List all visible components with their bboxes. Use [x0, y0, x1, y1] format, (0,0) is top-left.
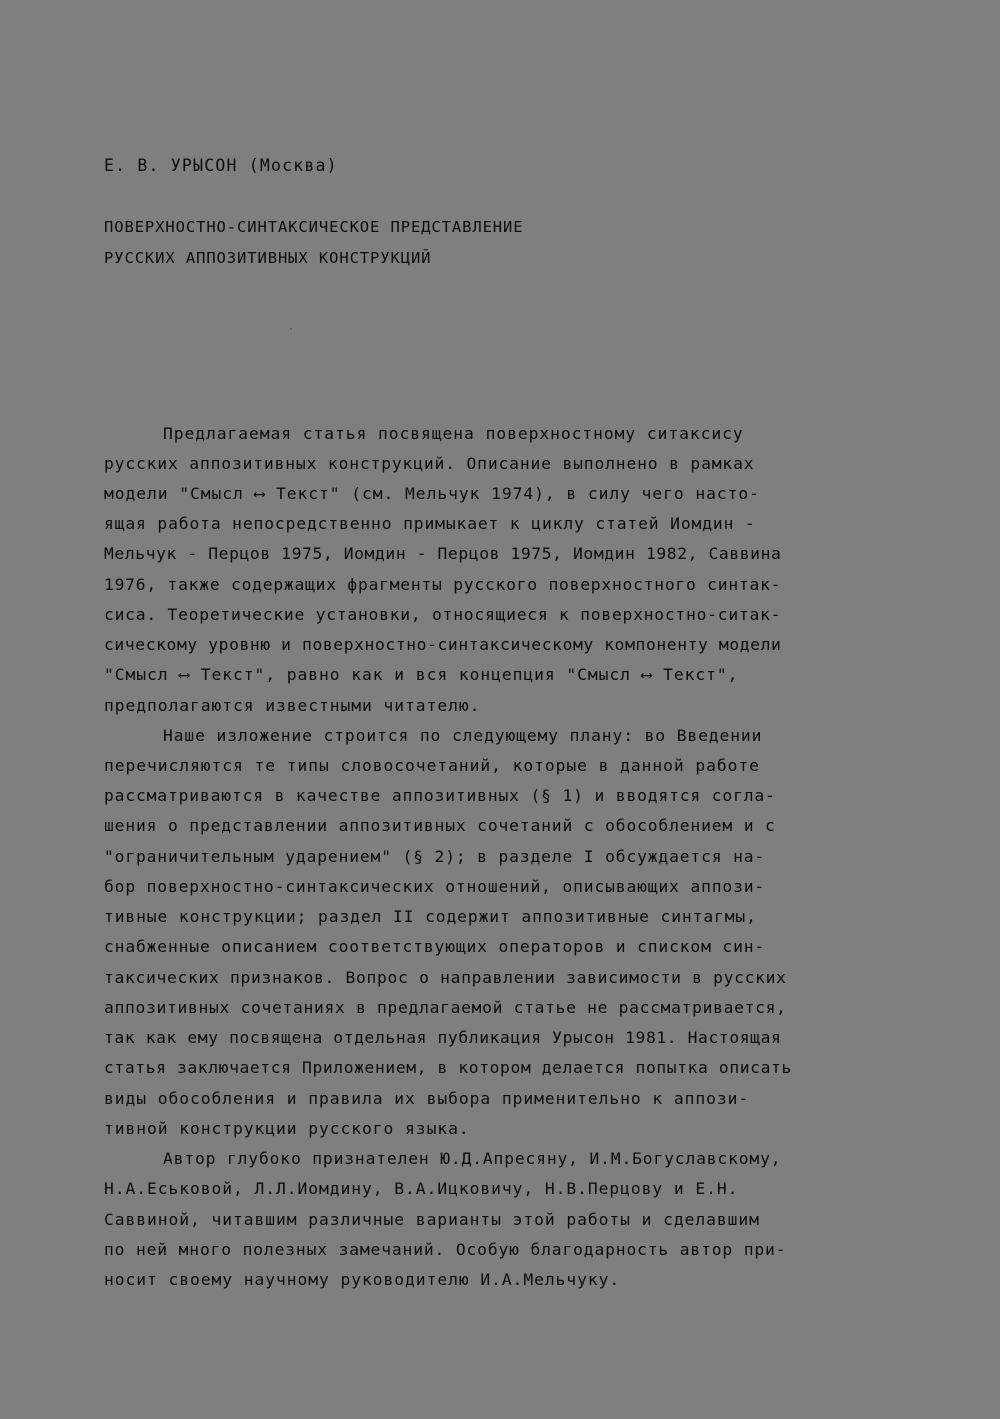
- body-line: таксических признаков. Вопрос о направлении зависимости в русских: [104, 968, 787, 987]
- body-line: по ней много полезных замечаний. Особую благодарность автор при-: [104, 1240, 787, 1259]
- body-line: Предлагаемая статья посвящена поверхностному ситаксису: [163, 424, 744, 443]
- body-line: носит своему научному руководителю И.А.Мельчуку.: [104, 1270, 621, 1289]
- body-line: виды обособления и правила их выбора применительно к аппози-: [104, 1089, 750, 1108]
- article-title-line-2: РУССКИХ АППОЗИТИВНЫХ КОНСТРУКЦИЙ: [104, 249, 432, 267]
- body-line: ящая работа непосредственно примыкает к циклу статей Иомдин -: [104, 514, 756, 533]
- body-line: предполагаются известными читателю.: [104, 696, 481, 715]
- body-line: 1976, также содержащих фрагменты русского поверхностного синтак-: [104, 575, 782, 594]
- body-line: сиса. Теоретические установки, относящиеся к поверхностно-ситак-: [104, 605, 782, 624]
- body-line: шения о представлении аппозитивных сочетаний с обособлением и с: [104, 816, 776, 835]
- body-line: "ограничительным ударением" (§ 2); в разделе I обсуждается на-: [104, 847, 766, 866]
- body-line: тивные конструкции; раздел II содержит аппозитивные синтагмы,: [104, 907, 757, 926]
- body-line: сическому уровню и поверхностно-синтаксическому компоненту модели: [104, 635, 782, 654]
- body-line: русских аппозитивных конструкций. Описание выполнено в рамках: [104, 454, 755, 473]
- body-line: модели "Смысл ⟷ Текст" (см. Мельчук 1974), в силу чего насто-: [104, 484, 760, 503]
- body-line: Н.А.Еськовой, Л.Л.Иомдину, В.А.Ицковичу, Н.В.Перцову и Е.Н.: [104, 1179, 739, 1198]
- body-line: статья заключается Приложением, в котором делается попытка описать: [104, 1058, 792, 1077]
- body-line: бор поверхностно-синтаксических отношений, описывающих аппози-: [104, 877, 766, 896]
- scan-speck: [290, 328, 292, 330]
- body-line: Мельчук - Перцов 1975, Иомдин - Перцов 1975, Иомдин 1982, Саввина: [104, 544, 782, 563]
- author-line: Е. В. УРЫСОН (Москва): [104, 156, 338, 175]
- body-line: Автор глубоко признателен Ю.Д.Апресяну, И.М.Богуславскому,: [163, 1149, 782, 1168]
- body-line: так как ему посвящена отдельная публикация Урысон 1981. Настоящая: [104, 1028, 782, 1047]
- body-line: Наше изложение строится по следующему плану: во Введении: [163, 726, 763, 745]
- body-line: перечисляются те типы словосочетаний, которые в данной работе: [104, 756, 760, 775]
- body-line: Саввиной, читавшим различные варианты этой работы и сделавшим: [104, 1210, 760, 1229]
- body-line: аппозитивных сочетаниях в предлагаемой статье не рассматривается,: [104, 998, 787, 1017]
- body-line: тивной конструкции русского языка.: [104, 1119, 470, 1138]
- article-title-line-1: ПОВЕРХНОСТНО-СИНТАКСИЧЕСКОЕ ПРЕДСТАВЛЕНИЕ: [104, 218, 524, 236]
- body-line: снабженные описанием соответствующих операторов и списком син-: [104, 937, 766, 956]
- body-line: "Смысл ⟷ Текст", равно как и вся концепция "Смысл ⟷ Текст",: [104, 665, 739, 684]
- body-line: рассматриваются в качестве аппозитивных (§ 1) и вводятся согла-: [104, 786, 776, 805]
